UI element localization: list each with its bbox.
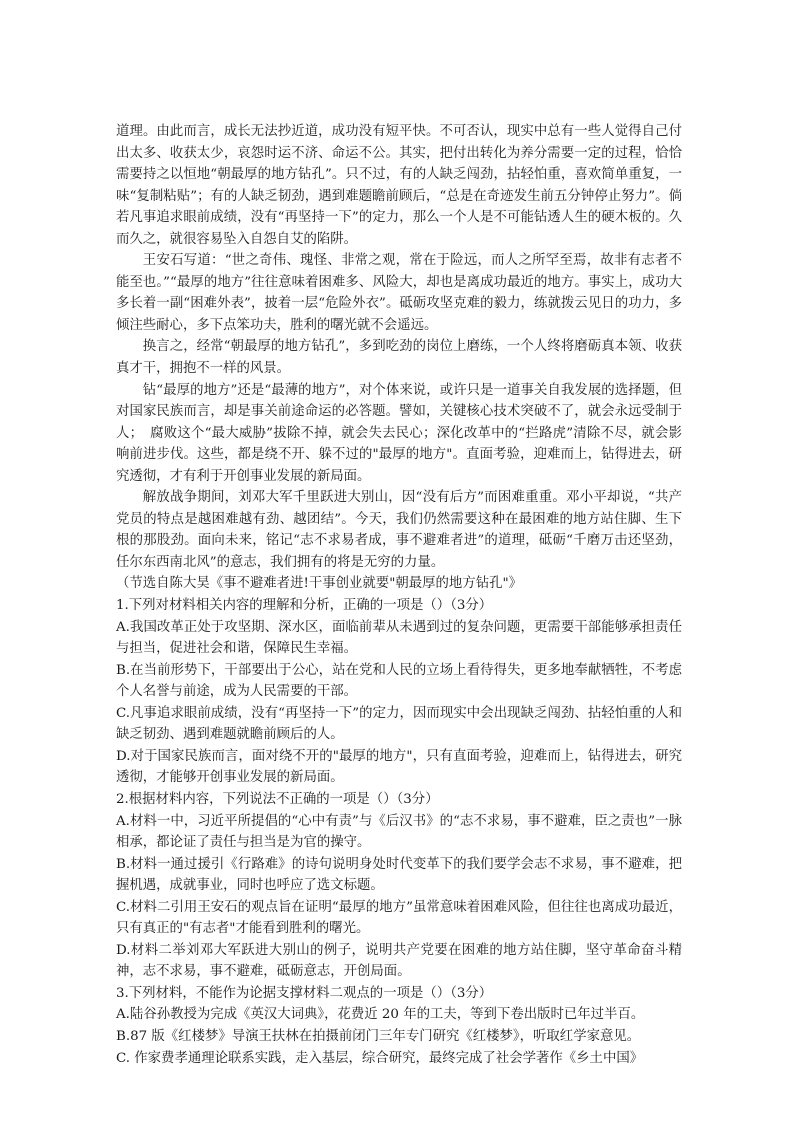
answer-option: C.材料二引用王安石的观点旨在证明“最厚的地方”虽常意味着困难风险，但往往也离成功最近，只有真正的"有志者"才能看到胜利的曙光。 bbox=[116, 899, 682, 937]
passage-paragraph: 换言之，经常“朝最厚的地方钻孔”，多到吃劲的岗位上磨练，一个人终将磨砺真本领、收获真才干，拥抱不一样的风景。 bbox=[116, 339, 682, 377]
question-stem: 3.下列材料，不能作为论据支撑材料二观点的一项是（）（3分） bbox=[116, 985, 493, 1001]
answer-option: B.87 版《红楼梦》导演王扶林在拍摄前闭门三年专门研究《红楼梦》，听取红学家意见。 bbox=[116, 1028, 641, 1044]
passage-paragraph: 王安石写道：“世之奇伟、瑰怪、非常之观，常在于险远，而人之所罕至焉，故非有志者不能至也。”“最厚的地方”往往意味着困难多、风险大，却也是离成功最近的地方。事实上，成功大多长着一副“困难外表”，披着一层“危险外衣”。砥砺攻坚克难的毅力，练就拨云见日的功力，多倾注些耐心，多下点笨功夫，胜利的曙光就不会遥远。 bbox=[116, 253, 682, 333]
passage-paragraph: 道理。由此而言，成长无法抄近道，成功没有短平快。不可否认，现实中总有一些人觉得自己付出太多、收获太少，哀怨时运不济、命运不公。其实，把付出转化为养分需要一定的过程，恰恰需要持之以恒地“朝最厚的地方钻孔”。只不过，有的人缺乏闯劲，拈轻怕重，喜欢简单重复，一味“复制粘贴”；有的人缺乏韧劲，遇到难题瞻前顾后，“总是在奇迹发生前五分钟停止努力”。倘若凡事追求眼前成绩，没有“再坚持一下”的定力，那么一个人是不可能钻透人生的硬木板的。久而久之，就很容易坠入自怨自艾的陷阱。 bbox=[116, 124, 682, 247]
answer-option: B.在当前形势下，干部要出于公心，站在党和人民的立场上看待得失，更多地奉献牺牲，不考虑个人名誉与前途，成为人民需要的干部。 bbox=[116, 662, 682, 700]
answer-option: A.材料一中，习近平所提倡的“心中有责”与《后汉书》的“志不求易，事不避难，臣之责也”一脉相承，都论证了责任与担当是为官的操守。 bbox=[116, 813, 682, 851]
exam-page bbox=[116, 121, 682, 1069]
passage-paragraph: 钻“最厚的地方”还是“最薄的地方”，对个体来说，或许只是一道事关自我发展的选择题，但对国家民族而言，却是事关前途命运的必答题。譬如，关键核心技术突破不了，就会永远受制于人； 腐败这个“最大威胁”拔除不掉，就会失去民心；深化改革中的“拦路虎”清除不尽，就会影响前进步伐。这些，都是绕不开、躲不过的"最厚的地方"。直面考验，迎难而上，钻得进去，研究透彻，才有利于开创事业发展的新局面。 bbox=[116, 382, 682, 484]
question-stem: 2.根据材料内容，下列说法不正确的一项是（）（3分） bbox=[116, 791, 439, 807]
answer-option: D.对于国家民族而言，面对绕不开的"最厚的地方"，只有直面考验，迎难而上，钻得进去，研究透彻，才能够开创事业发展的新局面。 bbox=[116, 748, 682, 786]
answer-option: B.材料一通过援引《行路难》的诗句说明身处时代变革下的我们要学会志不求易，事不避难，把握机遇，成就事业，同时也呼应了选文标题。 bbox=[116, 856, 682, 894]
answer-option: D.材料二举刘邓大军跃进大别山的例子，说明共产党要在困难的地方站住脚，坚守革命奋斗精神，志不求易，事不避难，砥砺意志，开创局面。 bbox=[116, 942, 682, 980]
answer-option: C.凡事追求眼前成绩，没有“再坚持一下”的定力，因而现实中会出现缺乏闯劲、拈轻怕重的人和缺乏韧劲、遇到难题就瞻前顾后的人。 bbox=[116, 705, 682, 743]
answer-option: A.陆谷孙教授为完成《英汉大词典》，花费近 20 年的工夫，等到下卷出版时已年过半百。 bbox=[116, 1007, 645, 1023]
passage-source: （节选自陈大昊《事不避难者进!干事创业就要"朝最厚的地方钻孔"》 bbox=[116, 576, 523, 592]
answer-option: A.我国改革正处于攻坚期、深水区，面临前辈从未遇到过的复杂问题，更需要干部能够承担责任与担当，促进社会和谐，保障民生幸福。 bbox=[116, 619, 682, 657]
question-stem: 1.下列对材料相关内容的理解和分析，正确的一项是（）（3分） bbox=[116, 598, 493, 614]
answer-option: C. 作家费孝通理论联系实践，走入基层，综合研究，最终完成了社会学著作《乡土中国》 bbox=[116, 1050, 644, 1066]
passage-paragraph: 解放战争期间，刘邓大军千里跃进大别山，因“没有后方”而困难重重。邓小平却说，“共产党员的特点是越困难越有劲、越团结”。今天，我们仍然需要这种在最困难的地方站住脚、生下根的那股劲。面向未来，铭记“志不求易者成，事不避难者进”的道理，砥砺“千磨万击还坚劲，任尔东西南北风”的意志，我们拥有的将是无穷的力量。 bbox=[116, 490, 682, 570]
